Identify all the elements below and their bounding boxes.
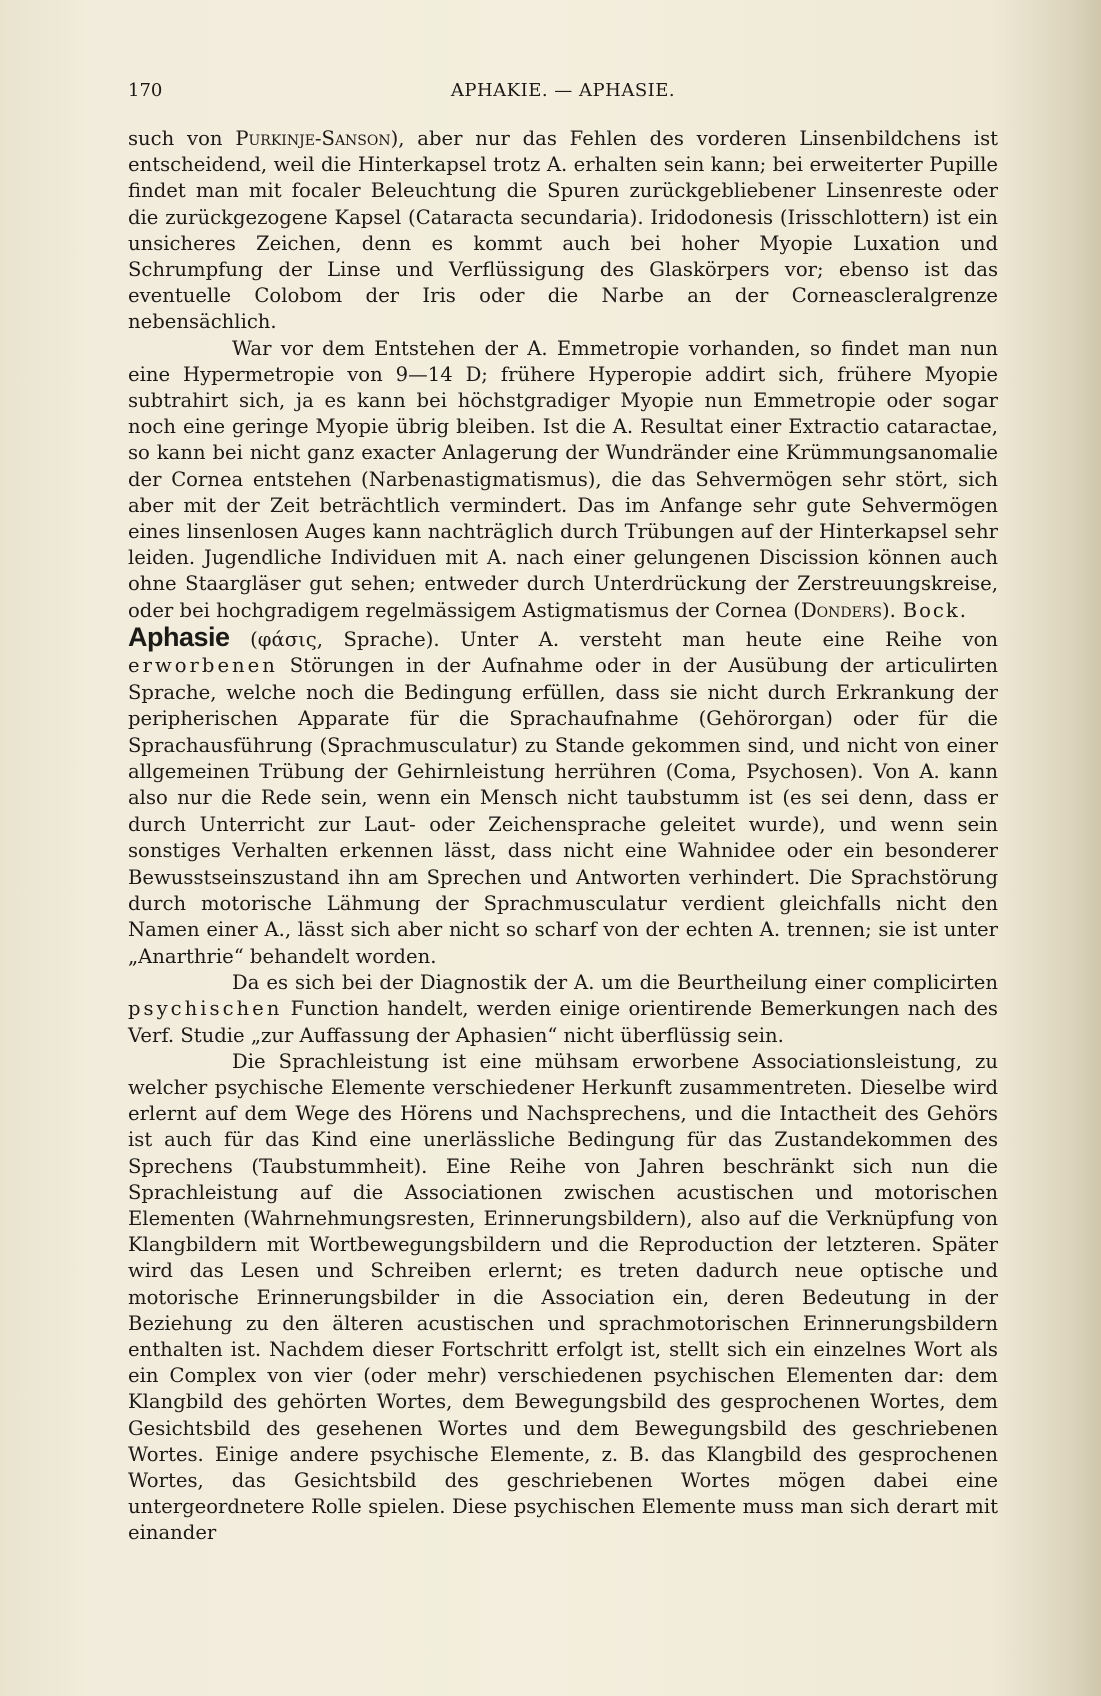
aphakie-p1-text-a: such von — [128, 127, 236, 150]
page-header — [128, 80, 998, 108]
author-signature: Bock. — [902, 598, 968, 622]
aphasie-entry-paragraph-1 — [128, 621, 998, 970]
body-text — [128, 126, 998, 1547]
aphasie-paragraph-3: Die Sprachleistung ist eine mühsam erworbene Associationsleistung, zu welcher psychische Elemente verschiedener Herkunft zusammentreten. Dieselbe wird erlernt auf dem Wege des Hörens und Nachsprechens, und die Intactheit des Gehörs ist auch für das Kind eine unerlässliche Bedingung für das Zustandekommen des Sprechens (Taubstummheit). Eine Reihe von Jahren beschränkt sich nun die Sprachleistung auf die Associationen zwischen acustischen und motorischen Elementen (Wahrnehmungsresten, Erinnerungsbildern), also auf die Verknüpfung von Klangbildern mit Wortbewegungsbildern und die Reproduction der letzteren. Später wird das Lesen und Schreiben erlernt; es treten dadurch neue optische und motorische Erinnerungsbilder in die Association ein, deren Bedeutung in der Beziehung zu den älteren acustischen und sprachmotorischen Erinnerungsbildern enthalten ist. Nachdem dieser Fortschritt erfolgt ist, stellt sich ein einzelnes Wort als ein Complex von vier (oder mehr) verschiedenen psychischen Elementen dar: dem Klangbild des gehörten Wortes, dem Bewegungsbild des gesprochenen Wortes, dem Gesichtsbild des gesehenen Wortes und dem Bewegungsbild des geschriebenen Wortes. Einige andere psychische Elemente, z. B. das Klangbild des gesprochenen Wortes, das Gesichtsbild des geschriebenen Wortes mögen dabei eine untergeordnetere Rolle spielen. Diese psychischen Elemente muss man sich derart mit einander — [128, 1049, 998, 1545]
running-title: APHAKIE. — APHASIE. — [450, 80, 676, 101]
aphakie-p2-text-a: War vor dem Entstehen der A. Emmetropie vorhanden, so findet man nun eine Hypermetropie von 9—14 D; frühere Hyperopie addirt sich, frühere Myopie subtrahirt sich, ja es kann bei höchstgradiger Myopie nun Emmetropie oder sogar noch eine geringe Myopie übrig bleiben. Ist die A. Resultat einer Extractio cataractae, so kann bei nicht ganz exacter Anlagerung der Wundränder eine Krümmungsanomalie der Cornea entstehen (Narbenastigmatismus), die das Sehvermögen sehr stört, sich aber mit der Zeit beträchtlich vermindert. Das im Anfange sehr gute Sehvermögen eines linsenlosen Auges kann nachträglich durch Trübungen auf der Hinterkapsel sehr leiden. Jugendliche Individuen mit A. nach einer gelungenen Discission können auch ohne Staargläser gut sehen; entweder durch Unterdrückung der Zerstreuungskreise, oder bei hochgradigem regelmässigem Astigmatismus der Cornea ( — [128, 336, 998, 622]
page-number: 170 — [128, 80, 163, 101]
aphasie-e1-text-b: Störungen in der Aufnahme oder in der Ausübung der articulirten Sprache, welche noch die Bedingung erfüllen, dass sie nicht durch Erkrankung der peripherischen Apparate für die Sprachaufnahme (Gehörorgan) oder für die Sprachausführung (Sprachmusculatur) zu Stande gekommen sind, und nicht von einer allgemeinen Trübung der Gehirnleistung herrühren (Coma, Psychosen). Von A. kann also nur die Rede sein, wenn ein Mensch nicht taubstumm ist (es sei denn, dass er durch Unterricht zur Laut- oder Zeichensprache geleitet wurde), und wenn sein sonstiges Verhalten erkennen lässt, dass nicht eine Wahnidee oder ein besonderer Bewusstseinszustand ihn am Sprechen und Antworten verhindert. Die Sprachstörung durch motorische Lähmung der Sprachmusculatur verdient gleichfalls nicht den Namen einer A., lässt sich aber nicht so scharf von der echten A. trennen; sie ist unter „Anarthrie“ behandelt worden. — [128, 654, 998, 968]
aphasie-e2-text-a: Da es sich bei der Diagnostik der A. um die Beurtheilung einer complicirten — [232, 971, 998, 995]
aphakie-p1-text-b: ), aber nur das Fehlen des vorderen Linsenbildchens ist entscheidend, weil die Hinterkapsel trotz A. erhalten sein kann; bei erweiterter Pupille findet man mit focaler Beleuchtung die Spuren zurückgebliebener Linsenreste oder die zurückgezogene Kapsel (Cataracta secundaria). Iridodonesis (Irisschlottern) ist ein unsicheres Zeichen, denn es kommt auch bei hoher Myopie Luxation und Schrumpfung der Linse und Verflüssigung des Glaskörpers vor; ebenso ist das eventuelle Colobom der Iris oder die Narbe an der Corneascleralgrenze nebensächlich. — [128, 127, 998, 334]
entry-headword: Aphasie — [128, 621, 230, 652]
aphakie-paragraph-1 — [128, 126, 998, 336]
author-donders: Donders — [800, 598, 882, 622]
aphasie-e1-text-a: (φάσις, Sprache). Unter A. versteht man heute eine Reihe von — [229, 627, 998, 651]
aphakie-paragraph-2 — [128, 336, 998, 624]
aphasie-paragraph-2 — [128, 970, 998, 1049]
emphasis-erworbenen: erworbenen — [128, 654, 278, 678]
author-purkinje-sanson: Purkinje-Sanson — [235, 127, 391, 150]
emphasis-psychischen: psychischen — [128, 997, 283, 1021]
aphakie-p2-text-b: ). — [881, 598, 896, 622]
aphasie-e2-text-b: Function handelt, werden einige orientirende Bemerkungen nach des Verf. Studie „zur Auffassung der Aphasien“ nicht überflüssig sein. — [128, 997, 998, 1047]
